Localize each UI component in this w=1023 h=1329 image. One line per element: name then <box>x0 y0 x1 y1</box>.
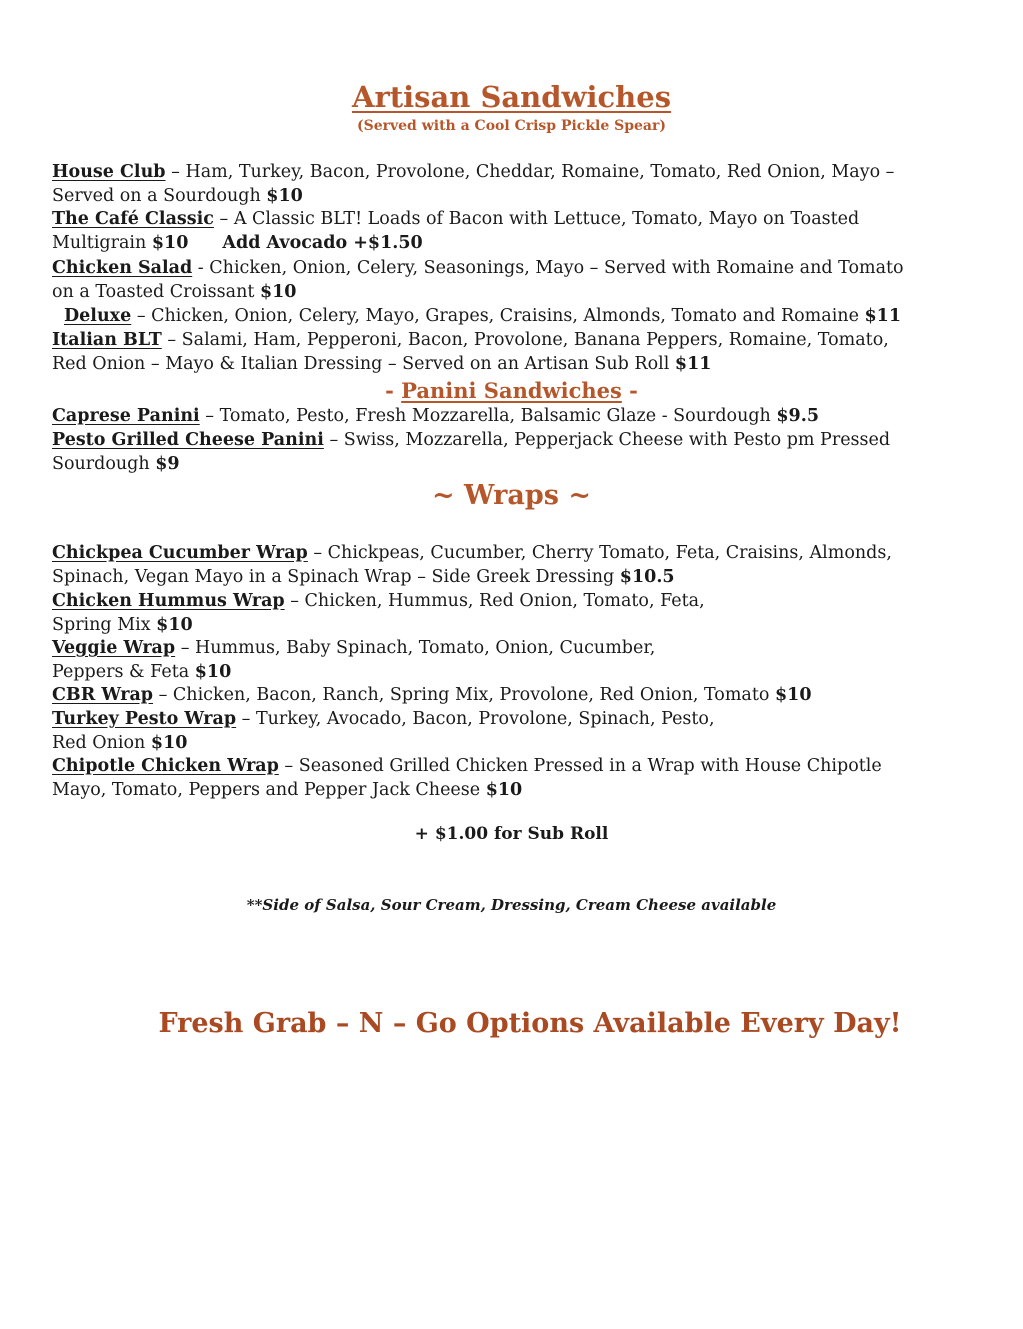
item-price: $10 <box>156 615 193 635</box>
menu-item-caprese-panini <box>52 404 1012 428</box>
item-separator: – <box>153 685 173 705</box>
menu-item-chicken-salad <box>52 256 1012 304</box>
item-separator: – <box>213 209 234 229</box>
heading-label: Panini Sandwiches <box>401 378 622 403</box>
item-addon: Add Avocado +$1.50 <box>222 233 423 253</box>
item-price: $11 <box>674 354 712 374</box>
wraps-section-heading: ~ Wraps ~ <box>432 480 591 511</box>
heading-dash: - <box>385 378 402 403</box>
item-description: Red Onion <box>52 733 151 753</box>
item-description: Multigrain <box>52 233 152 253</box>
item-price: $9 <box>155 454 180 474</box>
menu-item-chickpea-cucumber-wrap <box>52 541 1012 589</box>
item-description: Chicken, Hummus, Red Onion, Tomato, Feta, <box>304 591 705 611</box>
item-description: A Classic BLT! Loads of Bacon with Lettuce, Tomato, Mayo on Toasted <box>233 209 860 229</box>
item-separator: – <box>284 591 305 611</box>
item-separator: – <box>278 756 299 776</box>
item-name: Chipotle Chicken Wrap <box>52 756 279 776</box>
item-price: $10 <box>774 685 812 705</box>
item-description: Served on a Sourdough <box>52 186 267 206</box>
item-price: $10 <box>194 662 232 682</box>
item-price: $11 <box>864 306 902 326</box>
item-description: Peppers & Feta <box>52 662 195 682</box>
item-separator: – <box>236 709 256 729</box>
item-description: Ham, Turkey, Bacon, Provolone, Cheddar, Romaine, Tomato, Red Onion, Mayo – <box>185 162 895 182</box>
item-description: Chicken, Bacon, Ranch, Spring Mix, Provolone, Red Onion, Tomato <box>172 685 775 705</box>
item-separator: - <box>192 258 210 278</box>
item-name: CBR Wrap <box>52 685 154 705</box>
item-name: The Café Classic <box>52 209 214 229</box>
item-description: Mayo, Tomato, Peppers and Pepper Jack Cheese <box>52 780 486 800</box>
item-description: Hummus, Baby Spinach, Tomato, Onion, Cucumber, <box>195 638 656 658</box>
item-separator: – <box>199 406 220 426</box>
menu-item-cafe-classic <box>52 207 1012 255</box>
item-separator: – <box>161 330 182 350</box>
item-name: Pesto Grilled Cheese Panini <box>52 430 324 450</box>
menu-item-chicken-hummus-wrap <box>52 589 1012 637</box>
menu-item-italian-blt <box>52 328 1012 376</box>
item-separator: – <box>323 430 344 450</box>
item-description: Seasoned Grilled Chicken Pressed in a Wrap with House Chipotle <box>298 756 882 776</box>
item-separator: – <box>131 306 152 326</box>
panini-section-heading <box>0 378 1023 403</box>
sub-roll-note: + $1.00 for Sub Roll <box>414 824 609 844</box>
item-name: Chicken Hummus Wrap <box>52 591 285 611</box>
item-name: Chicken Salad <box>52 258 193 278</box>
menu-item-pesto-grilled-cheese <box>52 428 1012 476</box>
item-price: $10.5 <box>619 567 675 587</box>
item-separator: – <box>175 638 196 658</box>
menu-item-turkey-pesto-wrap <box>52 707 1012 755</box>
item-description: Tomato, Pesto, Fresh Mozzarella, Balsamic Glaze - Sourdough <box>219 406 777 426</box>
item-price: $10 <box>266 186 303 206</box>
item-description: Chickpeas, Cucumber, Cherry Tomato, Feta, Craisins, Almonds, <box>327 543 892 563</box>
menu-item-veggie-wrap <box>52 636 1012 684</box>
item-description: Salami, Ham, Pepperoni, Bacon, Provolone, Banana Peppers, Romaine, Tomato, <box>181 330 889 350</box>
item-price: $10 <box>485 780 523 800</box>
item-price: $9.5 <box>776 406 819 426</box>
item-name: Turkey Pesto Wrap <box>52 709 237 729</box>
item-name: Italian BLT <box>52 330 162 350</box>
item-price: $10 <box>151 233 189 253</box>
item-name: Deluxe <box>64 306 132 326</box>
item-name: Caprese Panini <box>52 406 200 426</box>
heading-dash: - <box>621 378 638 403</box>
footer-banner: Fresh Grab – N – Go Options Available Every Day! <box>158 1008 902 1039</box>
item-price: $10 <box>259 282 297 302</box>
menu-item-chipotle-chicken-wrap <box>52 754 1012 802</box>
item-name: House Club <box>52 162 166 182</box>
menu-item-cbr-wrap <box>52 683 1012 707</box>
item-description: Red Onion – Mayo & Italian Dressing – Served on an Artisan Sub Roll <box>52 354 675 374</box>
item-description: Spinach, Vegan Mayo in a Spinach Wrap – Side Greek Dressing <box>52 567 620 587</box>
item-separator: – <box>307 543 328 563</box>
item-separator: – <box>165 162 186 182</box>
section-subtitle: (Served with a Cool Crisp Pickle Spear) <box>357 118 666 134</box>
item-description: on a Toasted Croissant <box>52 282 260 302</box>
item-description: Sourdough <box>52 454 156 474</box>
item-name: Veggie Wrap <box>52 638 176 658</box>
item-description: Chicken, Onion, Celery, Mayo, Grapes, Craisins, Almonds, Tomato and Romaine <box>151 306 865 326</box>
section-title: Artisan Sandwiches <box>351 80 672 114</box>
menu-item-house-club <box>52 160 1012 208</box>
item-description: Spring Mix <box>52 615 157 635</box>
menu-item-deluxe <box>64 304 1019 328</box>
item-price: $10 <box>150 733 188 753</box>
item-name: Chickpea Cucumber Wrap <box>52 543 308 563</box>
item-description: Chicken, Onion, Celery, Seasonings, Mayo – Served with Romaine and Tomato <box>209 258 904 278</box>
sides-note: **Side of Salsa, Sour Cream, Dressing, Cream Cheese available <box>246 896 777 914</box>
item-description: Swiss, Mozzarella, Pepperjack Cheese with Pesto pm Pressed <box>343 430 891 450</box>
item-description: Turkey, Avocado, Bacon, Provolone, Spinach, Pesto, <box>255 709 715 729</box>
